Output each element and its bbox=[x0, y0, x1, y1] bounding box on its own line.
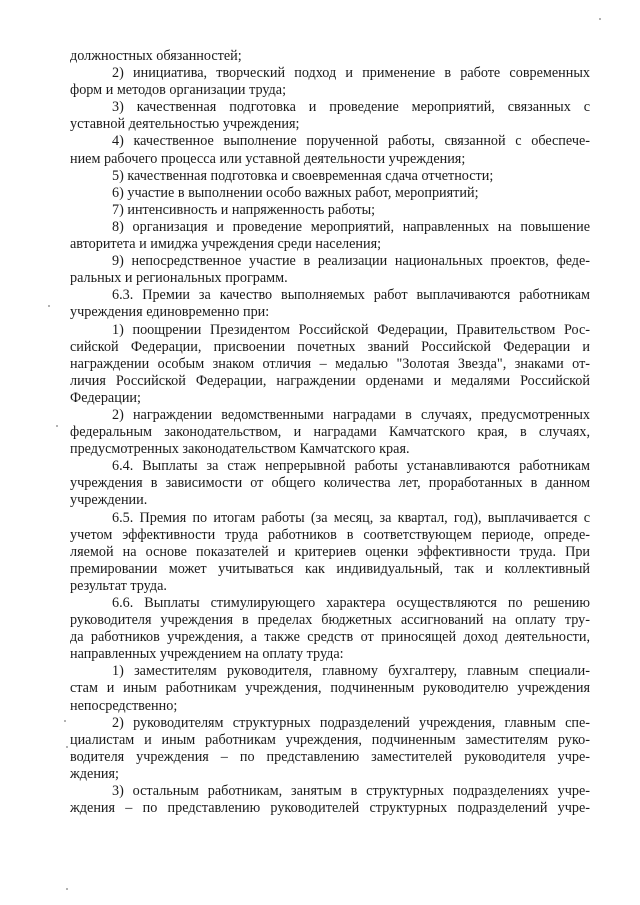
text-line: учетом эффективности труда работников в соответствующем периоде, опреде- bbox=[70, 526, 590, 543]
text-line: да работников учреждения, а также средств от приносящей доход деятельности, bbox=[70, 629, 590, 646]
text-line: водителя учреждения – по представлению заместителей руководителя учре- bbox=[70, 748, 590, 765]
text-line: циалистам и иным работникам учреждения, подчиненным заместителям руко- bbox=[70, 731, 590, 748]
text-line: ральных и региональных программ. bbox=[70, 270, 288, 287]
text-line: ждения; bbox=[70, 765, 119, 782]
text-column bbox=[70, 48, 590, 817]
scan-speck bbox=[66, 746, 68, 748]
text-line: ляемой на основе показателей и критериев оценки эффективности труда. При bbox=[70, 543, 590, 560]
text-line: авторитета и имиджа учреждения среди населения; bbox=[70, 236, 382, 253]
text-line: 6.6. Выплаты стимулирующего характера осуществляются по решению bbox=[112, 595, 590, 611]
text-line: учреждении. bbox=[70, 492, 148, 509]
scan-speck bbox=[599, 18, 601, 20]
text-line: учреждения в зависимости от общего количества лет, проработанных в данном bbox=[70, 475, 590, 492]
text-line: направленных учреждением на оплату труда: bbox=[70, 646, 344, 663]
text-line: 3) качественная подготовка и проведение мероприятий, связанных с bbox=[112, 99, 590, 116]
scan-speck bbox=[48, 305, 50, 307]
text-line: 7) интенсивность и напряженность работы; bbox=[112, 201, 376, 218]
text-line: премировании может учитываться как индивидуальный, так и коллективный bbox=[70, 560, 590, 577]
text-line: непосредственно; bbox=[70, 697, 178, 714]
text-line: 4) качественное выполнение порученной работы, связанной с обеспече- bbox=[112, 133, 590, 150]
text-line: 1) заместителям руководителя, главному бухгалтеру, главным специали- bbox=[112, 663, 590, 680]
text-line: руководителя учреждения в пределах бюджетных ассигнований на оплату тру- bbox=[70, 612, 590, 629]
text-line: 2) руководителям структурных подразделений учреждения, главным спе- bbox=[112, 714, 590, 731]
text-line: 6) участие в выполнении особо важных работ, мероприятий; bbox=[112, 184, 479, 201]
text-line: федеральным законодательством, и наградами Камчатского края, в случаях, bbox=[70, 424, 590, 441]
scan-speck bbox=[64, 720, 66, 722]
text-line: 6.4. Выплаты за стаж непрерывной работы устанавливаются работникам bbox=[112, 458, 590, 475]
text-line: личия Российской Федерации, награждении орденами и медалями Российской bbox=[70, 372, 590, 389]
text-line: учреждения единовременно при: bbox=[70, 304, 270, 321]
text-line: результат труда. bbox=[70, 577, 167, 594]
text-line: 2) инициатива, творческий подход и применение в работе современных bbox=[112, 65, 590, 82]
text-line: нием рабочего процесса или уставной деятельности учреждения; bbox=[70, 150, 466, 167]
text-line: должностных обязанностей; bbox=[70, 48, 242, 64]
text-line: 6.5. Премия по итогам работы (за месяц, за квартал, год), выплачивается с bbox=[112, 509, 590, 526]
scan-speck bbox=[56, 425, 58, 427]
text-line: 3) остальным работникам, занятым в структурных подразделениях учре- bbox=[112, 783, 590, 800]
text-line: 9) непосредственное участие в реализации национальных проектов, феде- bbox=[112, 253, 590, 270]
scan-speck bbox=[66, 888, 68, 890]
text-line: 8) организация и проведение мероприятий, направленных на повышение bbox=[112, 218, 590, 235]
text-line: награждении особым знаком отличия – медалью "Золотая Звезда", знаками от- bbox=[70, 355, 590, 372]
text-line: форм и методов организации труда; bbox=[70, 82, 287, 99]
text-line: предусмотренных законодательством Камчатского края. bbox=[70, 441, 410, 458]
text-line: 5) качественная подготовка и своевременная сдача отчетности; bbox=[112, 167, 494, 184]
text-line: ждения – по представлению руководителей структурных подразделений учре- bbox=[70, 800, 590, 817]
text-line: 2) награждении ведомственными наградами в случаях, предусмотренных bbox=[112, 406, 590, 423]
text-line: стам и иным работникам учреждения, подчиненным руководителю учреждения bbox=[70, 680, 590, 697]
text-line: сийской Федерации, присвоении почетных званий Российской Федерации и bbox=[70, 338, 590, 355]
text-line: 6.3. Премии за качество выполняемых работ выплачиваются работникам bbox=[112, 287, 590, 304]
text-line: уставной деятельностью учреждения; bbox=[70, 116, 300, 133]
text-line: 1) поощрении Президентом Российской Федерации, Правительством Рос- bbox=[112, 321, 590, 338]
text-line: Федерации; bbox=[70, 389, 141, 406]
